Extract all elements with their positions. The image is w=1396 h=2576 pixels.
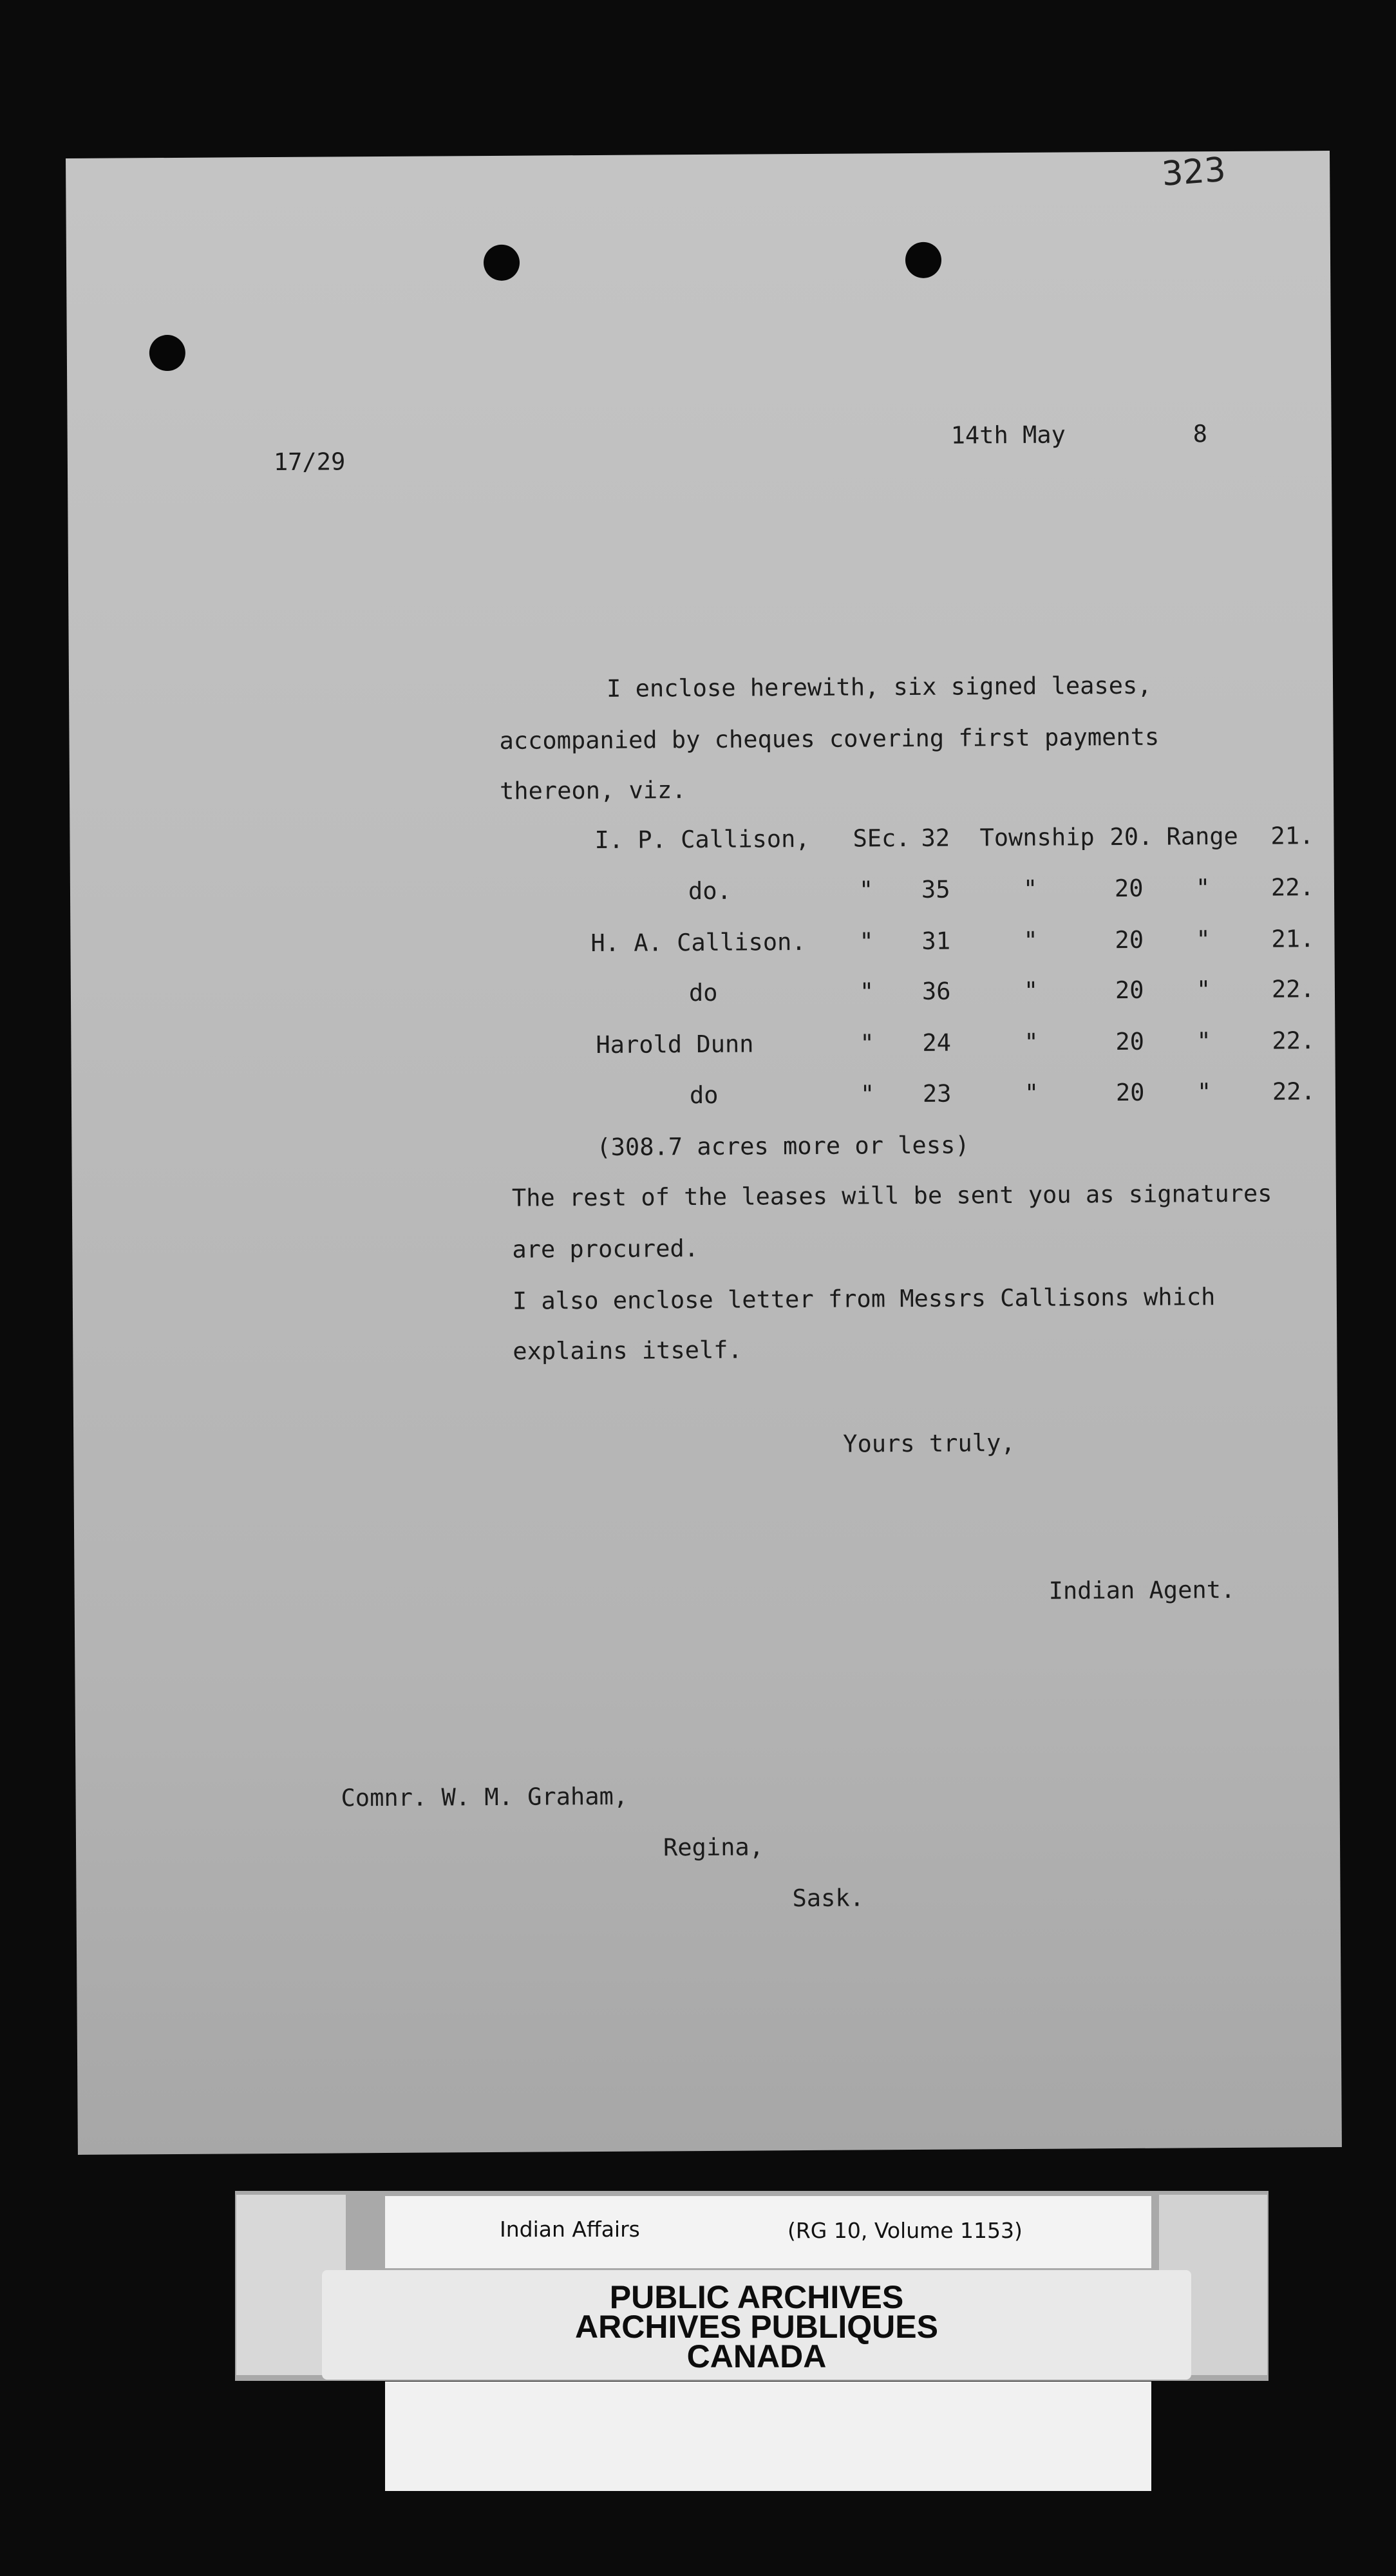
lease-sec-label: " — [860, 1080, 875, 1108]
lease-name: do — [689, 1081, 719, 1110]
lease-sec: 31 — [921, 927, 951, 955]
lease-range-label: " — [1196, 925, 1211, 954]
body-line: accompanied by cheques covering first payments — [499, 723, 1160, 755]
signature-title: Indian Agent. — [1048, 1575, 1236, 1605]
country: CANADA — [686, 2338, 827, 2374]
lease-township: 20. — [1109, 822, 1153, 851]
letter-page — [66, 151, 1342, 2155]
lease-range: 22. — [1271, 975, 1315, 1003]
lease-name: Harold Dunn — [596, 1030, 754, 1059]
file-reference: 17/29 — [273, 448, 346, 477]
lease-range: 22. — [1270, 873, 1314, 902]
lease-township-label: " — [1023, 926, 1038, 954]
page-number: 323 — [1160, 151, 1227, 194]
label-blank-card — [385, 2382, 1151, 2491]
body-line: The rest of the leases will be sent you as signatures — [511, 1179, 1272, 1212]
lease-range: 22. — [1272, 1077, 1316, 1106]
lease-sec: 36 — [921, 977, 951, 1005]
lease-name: do. — [688, 876, 731, 905]
body-line: I also enclose letter from Messrs Callisons which — [512, 1283, 1216, 1315]
lease-township: 20 — [1115, 1078, 1145, 1107]
lease-name: I. P. Callison, — [594, 824, 810, 854]
lease-sec: 24 — [922, 1028, 952, 1057]
lease-township-label: " — [1023, 875, 1038, 903]
lease-sec-label: " — [859, 927, 874, 956]
lease-township: 20 — [1115, 925, 1144, 954]
lease-township-label: Township — [979, 823, 1095, 852]
lease-range-label: Range — [1166, 822, 1239, 851]
body-line: I enclose herewith, six signed leases, — [606, 671, 1152, 703]
addressee-line: Comnr. W. M. Graham, — [341, 1782, 628, 1812]
volume-reference: (RG 10, Volume 1153) — [788, 2218, 1023, 2243]
body-line: thereon, viz. — [499, 776, 686, 805]
body-line: explains itself. — [513, 1336, 742, 1365]
lease-township-label: " — [1024, 1079, 1039, 1107]
lease-township: 20 — [1115, 1027, 1145, 1056]
lease-range-label: " — [1196, 1027, 1211, 1056]
lease-range: 21. — [1271, 925, 1315, 953]
lease-range: 21. — [1270, 822, 1314, 850]
lease-township: 20 — [1115, 976, 1144, 1005]
acreage-note: (308.7 acres more or less) — [596, 1131, 970, 1161]
lease-sec-label: " — [859, 978, 874, 1006]
closing: Yours truly, — [843, 1429, 1015, 1458]
institution-en: PUBLIC ARCHIVES — [609, 2279, 904, 2315]
lease-sec-label: SEc. — [853, 824, 910, 853]
punch-hole-right — [905, 242, 941, 278]
lease-township-label: " — [1023, 976, 1039, 1005]
lease-range-label: " — [1196, 1078, 1212, 1106]
punch-hole-left — [149, 335, 185, 371]
lease-township: 20 — [1114, 874, 1144, 903]
lease-sec-label: " — [858, 876, 874, 904]
lease-sec: 23 — [922, 1079, 952, 1108]
punch-hole-center — [484, 245, 520, 281]
label-reference-card — [385, 2196, 1151, 2268]
lease-name: H. A. Callison. — [590, 927, 806, 958]
lease-range-label: " — [1195, 874, 1211, 902]
body-line: are procured. — [512, 1235, 699, 1264]
date-day: 14th May — [950, 421, 1066, 450]
addressee-line: Regina, — [663, 1833, 764, 1862]
lease-range-label: " — [1196, 976, 1211, 1004]
collection-name: Indian Affairs — [500, 2217, 640, 2242]
lease-township-label: " — [1024, 1028, 1039, 1056]
addressee-line: Sask. — [792, 1884, 865, 1913]
lease-range: 22. — [1272, 1027, 1316, 1055]
lease-sec: 35 — [921, 875, 950, 904]
institution-fr: ARCHIVES PUBLIQUES — [575, 2309, 938, 2345]
lease-name: do — [688, 978, 718, 1007]
lease-sec: 32 — [921, 824, 950, 852]
date-year: 8 — [1193, 420, 1208, 448]
lease-sec-label: " — [860, 1029, 874, 1057]
